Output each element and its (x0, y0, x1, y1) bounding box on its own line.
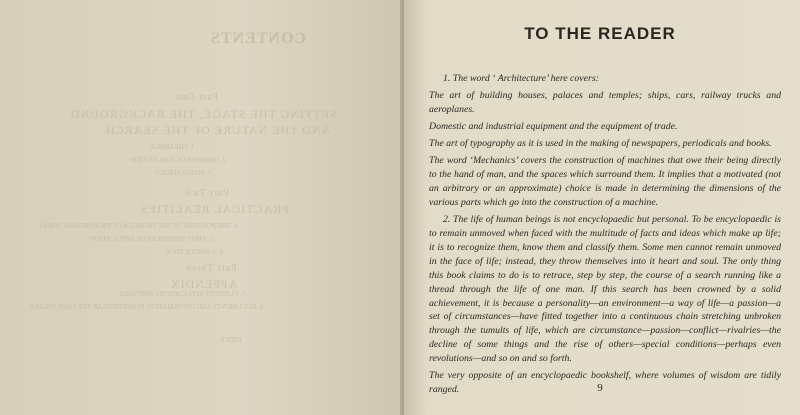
ghost-item: 2. CHRONOLOGICAL REVIEW (130, 156, 226, 164)
ghost-item: 8. DOCUMENTS AND INFORMATION IN PARTICULAR THE USER SPEAKS (30, 303, 264, 311)
ghost-part-two: Part Two (185, 188, 230, 199)
ghost-item: 5. FIRST INSTANCES OF APPLICATION (90, 235, 213, 243)
paragraph: Domestic and industrial equipment and the equipment of trade. (429, 121, 678, 133)
paragraph: The very opposite of an encyclopaedic bookshelf, where volumes of wisdom are tidily ranged. (429, 370, 781, 396)
ghost-part-one: Part One (175, 92, 219, 103)
ghost-item: 3. MATHEMATICS (155, 169, 212, 177)
ghost-item: 6. A SINGLE TOOL (165, 248, 224, 256)
body-text (429, 72, 781, 400)
ghost-item: 4. THE POSITION OF THE PROBLEM OF PROPORTIONS TODAY (38, 222, 239, 230)
ghost-index: INDEX (220, 336, 242, 344)
ghost-part-three-title: APPENDIX (170, 277, 238, 291)
paragraph: The art of typography as it is used in the making of newspapers, periodicals and books. (429, 138, 772, 150)
ghost-part-one-title-a: SETTING THE STAGE, THE BACKGROUND (70, 107, 337, 121)
ghost-part-one-title-b: AND THE NATURE OF THE SEARCH (105, 123, 331, 137)
ghost-part-two-title: PRACTICAL REALITIES (140, 202, 289, 216)
paragraph: The art of building houses, palaces and temples; ships, cars, railway trucks and aeroplanes. (429, 90, 781, 115)
paragraph: 1. The word ‘ Architecture’ here covers: (443, 73, 599, 84)
paragraph: The word ‘Mechanics’ covers the construction of machines that owe their being directly to the hand of man, and the spaces which surround them. It implies that a motivated (not an arbitrary or an approximate) choice is made in determining the dimensions of the various parts which go into the construction of a machine. (429, 155, 781, 208)
page-heading: TO THE READER (524, 24, 676, 43)
ghost-item: 7. CURRENT APPLICATIONS AND USES (120, 290, 246, 298)
paragraph: 2. The life of human beings is not encyclopaedic but personal. To be encyclopaedic is to remain unmoved when faced with the multitude of facts and ideas which make up life; it is to recognize them, know them and classify them. Some men cannot remain unmoved in the face of life; instead, they throw themselves into it heart and soul. The only thing this book claims to do is to retrace, step by step, the course of a search running like a thread through the life of one man. If this search has been crowned by a solid achievement, it is because a personality—an environment—a way of life—a passion—a set of circumstances—have fitted together into a continuous chain stretching unbroken through the tumults of life, which are circumstance—passion—conflict—rivalries—the decline of some things and the rise of others—special conditions—perhaps even revolutions—and so on and so forth. (429, 214, 781, 365)
page-number: 9 (597, 382, 603, 394)
ghost-item: 1. PREAMBLE (150, 143, 195, 151)
ghost-contents-title: CONTENTS (210, 30, 307, 47)
ghost-part-three: Part Three (185, 263, 237, 274)
